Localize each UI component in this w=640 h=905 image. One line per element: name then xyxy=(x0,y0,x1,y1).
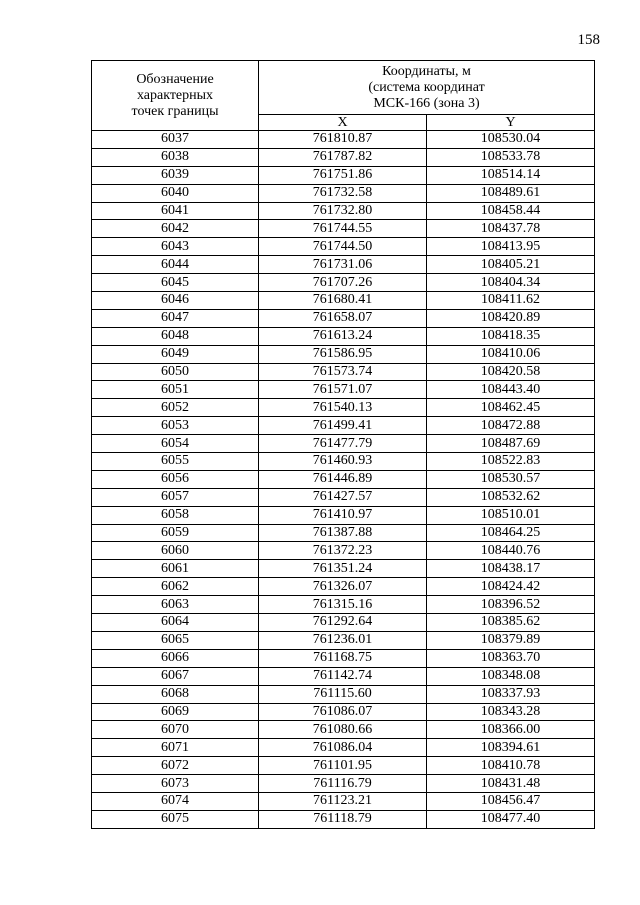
x-coordinate-cell: 761477.79 xyxy=(259,435,427,453)
y-coordinate-cell: 108385.62 xyxy=(427,614,595,632)
table-row xyxy=(92,238,595,256)
y-coordinate-cell: 108464.25 xyxy=(427,524,595,542)
table-row xyxy=(92,256,595,274)
x-coordinate-cell: 761326.07 xyxy=(259,578,427,596)
point-designation-header-line: характерных xyxy=(136,87,214,103)
y-coordinate-cell: 108510.01 xyxy=(427,506,595,524)
y-coordinate-cell: 108522.83 xyxy=(427,453,595,471)
table-row xyxy=(92,166,595,184)
table-row xyxy=(92,631,595,649)
x-coordinate-cell: 761351.24 xyxy=(259,560,427,578)
x-coordinate-cell: 761787.82 xyxy=(259,148,427,166)
x-coordinate-cell: 761236.01 xyxy=(259,631,427,649)
point-id-cell: 6046 xyxy=(92,292,259,310)
x-coordinate-cell: 761168.75 xyxy=(259,649,427,667)
table-row xyxy=(92,220,595,238)
y-coordinate-cell: 108530.04 xyxy=(427,131,595,149)
table-row xyxy=(92,381,595,399)
table-row xyxy=(92,560,595,578)
x-coordinate-cell: 761115.60 xyxy=(259,685,427,703)
y-coordinate-cell: 108437.78 xyxy=(427,220,595,238)
y-coordinate-cell: 108366.00 xyxy=(427,721,595,739)
table-row xyxy=(92,703,595,721)
y-coordinate-cell: 108413.95 xyxy=(427,238,595,256)
table-row xyxy=(92,614,595,632)
table-row xyxy=(92,739,595,757)
table-row xyxy=(92,274,595,292)
point-id-cell: 6074 xyxy=(92,792,259,810)
x-column-header: X xyxy=(259,115,427,131)
y-coordinate-cell: 108410.06 xyxy=(427,345,595,363)
table-body xyxy=(92,131,595,829)
x-coordinate-cell: 761460.93 xyxy=(259,453,427,471)
x-coordinate-cell: 761101.95 xyxy=(259,757,427,775)
y-coordinate-cell: 108394.61 xyxy=(427,739,595,757)
table-row xyxy=(92,757,595,775)
point-id-cell: 6061 xyxy=(92,560,259,578)
x-coordinate-cell: 761123.21 xyxy=(259,792,427,810)
point-id-cell: 6056 xyxy=(92,470,259,488)
coordinates-header-line: (система координат xyxy=(368,79,485,95)
x-coordinate-cell: 761731.06 xyxy=(259,256,427,274)
table-row xyxy=(92,488,595,506)
x-coordinate-cell: 761707.26 xyxy=(259,274,427,292)
point-id-cell: 6041 xyxy=(92,202,259,220)
x-coordinate-cell: 761732.80 xyxy=(259,202,427,220)
x-coordinate-cell: 761751.86 xyxy=(259,166,427,184)
table-row xyxy=(92,184,595,202)
x-coordinate-cell: 761810.87 xyxy=(259,131,427,149)
table-row xyxy=(92,524,595,542)
point-id-cell: 6062 xyxy=(92,578,259,596)
y-coordinate-cell: 108431.48 xyxy=(427,775,595,793)
table-row xyxy=(92,810,595,828)
x-coordinate-cell: 761540.13 xyxy=(259,399,427,417)
y-coordinate-cell: 108440.76 xyxy=(427,542,595,560)
y-coordinate-cell: 108410.78 xyxy=(427,757,595,775)
point-id-cell: 6040 xyxy=(92,184,259,202)
point-id-cell: 6051 xyxy=(92,381,259,399)
y-coordinate-cell: 108404.34 xyxy=(427,274,595,292)
point-id-cell: 6050 xyxy=(92,363,259,381)
point-id-cell: 6073 xyxy=(92,775,259,793)
y-coordinate-cell: 108533.78 xyxy=(427,148,595,166)
point-id-cell: 6059 xyxy=(92,524,259,542)
table-row xyxy=(92,399,595,417)
y-coordinate-cell: 108420.58 xyxy=(427,363,595,381)
point-id-cell: 6048 xyxy=(92,327,259,345)
point-id-cell: 6055 xyxy=(92,453,259,471)
y-coordinate-cell: 108396.52 xyxy=(427,596,595,614)
point-designation-header-line: точек границы xyxy=(131,103,219,119)
y-coordinate-cell: 108458.44 xyxy=(427,202,595,220)
table-row xyxy=(92,506,595,524)
point-id-cell: 6058 xyxy=(92,506,259,524)
x-coordinate-cell: 761116.79 xyxy=(259,775,427,793)
coordinates-header xyxy=(259,61,595,115)
table-row xyxy=(92,596,595,614)
x-coordinate-cell: 761613.24 xyxy=(259,327,427,345)
x-coordinate-cell: 761410.97 xyxy=(259,506,427,524)
y-coordinate-cell: 108443.40 xyxy=(427,381,595,399)
coordinates-header-line: МСК-166 (зона 3) xyxy=(373,95,480,111)
table-row xyxy=(92,685,595,703)
table-row xyxy=(92,327,595,345)
y-coordinate-cell: 108530.57 xyxy=(427,470,595,488)
y-coordinate-cell: 108462.45 xyxy=(427,399,595,417)
point-id-cell: 6066 xyxy=(92,649,259,667)
x-coordinate-cell: 761372.23 xyxy=(259,542,427,560)
x-coordinate-cell: 761086.04 xyxy=(259,739,427,757)
x-coordinate-cell: 761744.55 xyxy=(259,220,427,238)
y-coordinate-cell: 108489.61 xyxy=(427,184,595,202)
point-id-cell: 6069 xyxy=(92,703,259,721)
y-coordinate-cell: 108343.28 xyxy=(427,703,595,721)
point-id-cell: 6068 xyxy=(92,685,259,703)
point-id-cell: 6042 xyxy=(92,220,259,238)
table-row xyxy=(92,345,595,363)
table-row xyxy=(92,453,595,471)
x-coordinate-cell: 761732.58 xyxy=(259,184,427,202)
y-coordinate-cell: 108363.70 xyxy=(427,649,595,667)
y-coordinate-cell: 108514.14 xyxy=(427,166,595,184)
x-coordinate-cell: 761427.57 xyxy=(259,488,427,506)
point-id-cell: 6067 xyxy=(92,667,259,685)
x-coordinate-cell: 761573.74 xyxy=(259,363,427,381)
y-coordinate-cell: 108420.89 xyxy=(427,309,595,327)
x-coordinate-cell: 761118.79 xyxy=(259,810,427,828)
table-row xyxy=(92,649,595,667)
y-column-header: Y xyxy=(427,115,595,131)
y-coordinate-cell: 108424.42 xyxy=(427,578,595,596)
point-id-cell: 6039 xyxy=(92,166,259,184)
point-id-cell: 6071 xyxy=(92,739,259,757)
point-id-cell: 6057 xyxy=(92,488,259,506)
coordinates-table xyxy=(91,60,595,829)
table-row xyxy=(92,309,595,327)
x-coordinate-cell: 761142.74 xyxy=(259,667,427,685)
table-row xyxy=(92,667,595,685)
point-designation-header xyxy=(92,61,259,131)
y-coordinate-cell: 108418.35 xyxy=(427,327,595,345)
y-coordinate-cell: 108337.93 xyxy=(427,685,595,703)
x-coordinate-cell: 761571.07 xyxy=(259,381,427,399)
point-id-cell: 6043 xyxy=(92,238,259,256)
y-coordinate-cell: 108379.89 xyxy=(427,631,595,649)
y-coordinate-cell: 108438.17 xyxy=(427,560,595,578)
point-id-cell: 6047 xyxy=(92,309,259,327)
point-designation-header-line: Обозначение xyxy=(136,71,214,87)
x-coordinate-cell: 761499.41 xyxy=(259,417,427,435)
table-row xyxy=(92,202,595,220)
page-number: 158 xyxy=(577,32,600,48)
x-coordinate-cell: 761744.50 xyxy=(259,238,427,256)
table-row xyxy=(92,542,595,560)
point-id-cell: 6049 xyxy=(92,345,259,363)
point-id-cell: 6075 xyxy=(92,810,259,828)
point-id-cell: 6065 xyxy=(92,631,259,649)
coordinates-header-line: Координаты, м xyxy=(382,63,471,79)
table-row xyxy=(92,775,595,793)
x-coordinate-cell: 761586.95 xyxy=(259,345,427,363)
point-id-cell: 6052 xyxy=(92,399,259,417)
point-id-cell: 6038 xyxy=(92,148,259,166)
y-coordinate-cell: 108411.62 xyxy=(427,292,595,310)
table-header xyxy=(92,61,595,131)
y-coordinate-cell: 108456.47 xyxy=(427,792,595,810)
y-coordinate-cell: 108477.40 xyxy=(427,810,595,828)
y-coordinate-cell: 108348.08 xyxy=(427,667,595,685)
x-coordinate-cell: 761292.64 xyxy=(259,614,427,632)
table-row xyxy=(92,578,595,596)
point-id-cell: 6054 xyxy=(92,435,259,453)
table-row xyxy=(92,470,595,488)
y-coordinate-cell: 108487.69 xyxy=(427,435,595,453)
table-row xyxy=(92,131,595,149)
x-coordinate-cell: 761080.66 xyxy=(259,721,427,739)
point-id-cell: 6063 xyxy=(92,596,259,614)
table-row xyxy=(92,363,595,381)
table-row xyxy=(92,435,595,453)
point-id-cell: 6037 xyxy=(92,131,259,149)
point-id-cell: 6044 xyxy=(92,256,259,274)
point-id-cell: 6070 xyxy=(92,721,259,739)
point-id-cell: 6072 xyxy=(92,757,259,775)
x-coordinate-cell: 761387.88 xyxy=(259,524,427,542)
x-coordinate-cell: 761086.07 xyxy=(259,703,427,721)
table-row xyxy=(92,417,595,435)
x-coordinate-cell: 761658.07 xyxy=(259,309,427,327)
table-row xyxy=(92,148,595,166)
point-id-cell: 6064 xyxy=(92,614,259,632)
x-coordinate-cell: 761315.16 xyxy=(259,596,427,614)
x-coordinate-cell: 761680.41 xyxy=(259,292,427,310)
y-coordinate-cell: 108405.21 xyxy=(427,256,595,274)
point-id-cell: 6060 xyxy=(92,542,259,560)
point-id-cell: 6045 xyxy=(92,274,259,292)
point-id-cell: 6053 xyxy=(92,417,259,435)
table-row xyxy=(92,721,595,739)
table-row xyxy=(92,292,595,310)
y-coordinate-cell: 108472.88 xyxy=(427,417,595,435)
x-coordinate-cell: 761446.89 xyxy=(259,470,427,488)
y-coordinate-cell: 108532.62 xyxy=(427,488,595,506)
table-row xyxy=(92,792,595,810)
